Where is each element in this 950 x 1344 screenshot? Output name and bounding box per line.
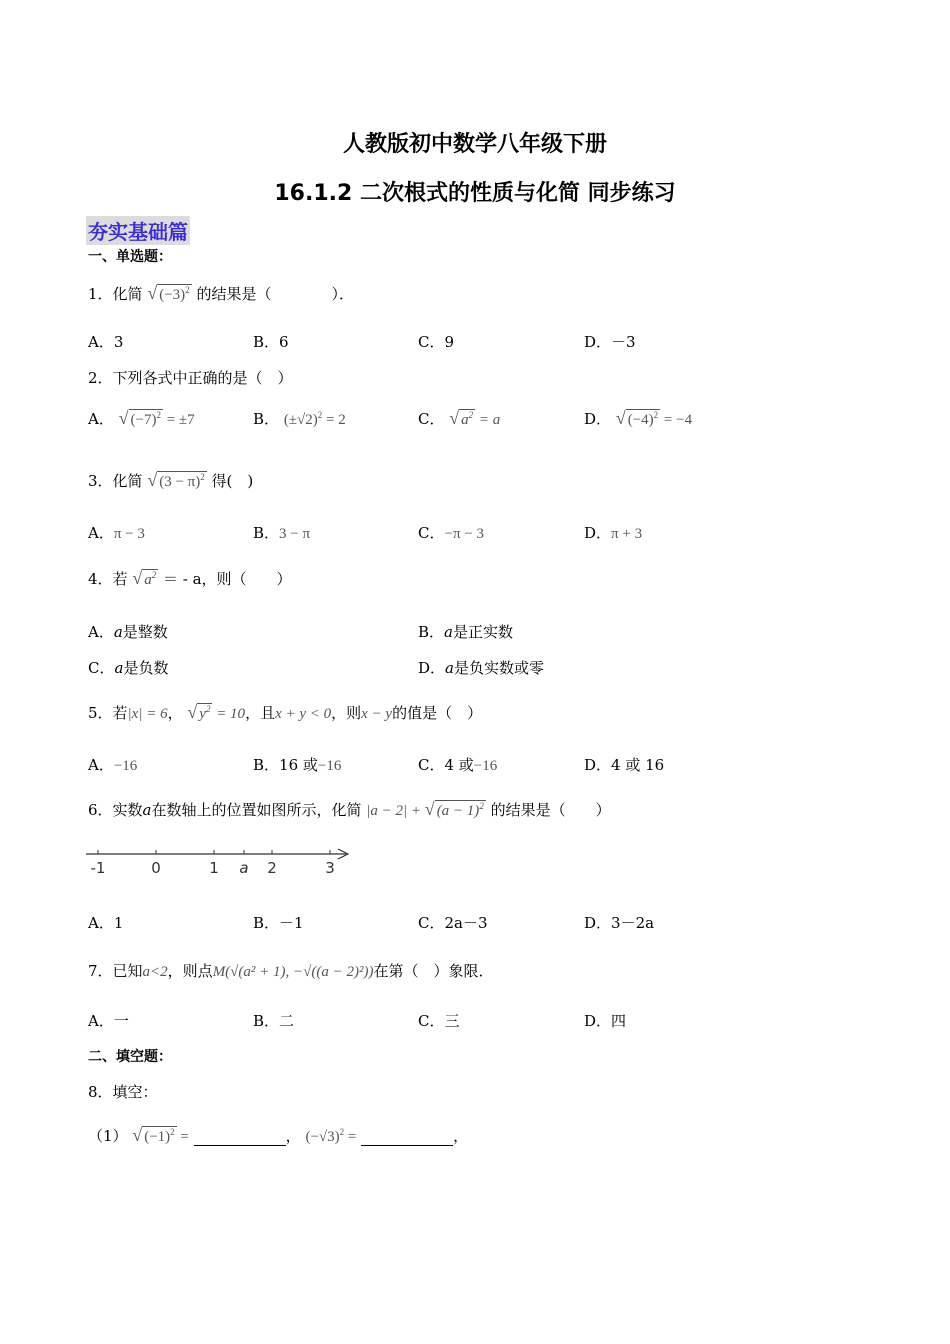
q5-option-c: C．4 或−16 — [418, 756, 498, 774]
answer-blank-1[interactable] — [194, 1131, 286, 1146]
question-3: 3．化简 √ $(3 - \pi)^2$ 得( ) — [88, 470, 254, 490]
axis-label-0: 0 — [151, 859, 161, 877]
question-1 — [88, 283, 354, 304]
q1-suffix: 的结果是（ ）． — [196, 285, 354, 303]
q1-expression: √ $(-3)^2$ — [147, 283, 190, 303]
q8-part-1: （1） √ $(-1)^2$ = ， $(-√3)^2$ = ， — [88, 1125, 469, 1145]
q6-option-d: D．3－2a — [584, 914, 655, 932]
question-4: 4．若 √ $a^2$ ＝ - a，则（ ） — [88, 568, 292, 588]
axis-label-3: 3 — [325, 859, 335, 877]
q2-option-b: B． $(\pm√2)^2 = 2$ — [253, 410, 346, 428]
q1-option-c: C．9 — [418, 333, 455, 351]
q7-option-a: A．一 — [88, 1012, 129, 1030]
q1-option-a: A．3 — [88, 333, 124, 351]
q5-option-a: A．−16 — [88, 756, 138, 774]
page-title: 人教版初中数学八年级下册 — [342, 132, 607, 157]
answer-blank-2[interactable] — [361, 1131, 453, 1146]
axis-label-a: a — [239, 859, 249, 877]
axis-label-2: 2 — [267, 859, 277, 877]
section-label: 夯实基础篇 — [86, 216, 190, 245]
question-5: 5．若|x| = 6， √ $y^2 = 10$，且x + y < 0，则x − y的值是（ ） — [88, 702, 483, 722]
q6-option-b: B．－1 — [253, 914, 304, 932]
q3-option-d: D．π + 3 — [584, 524, 643, 542]
q1-option-b: B．6 — [253, 333, 289, 351]
q2-option-d: D． √ $(-4)^2 = -4$ — [584, 408, 693, 428]
q4-option-c: C．a是负数 — [88, 659, 169, 677]
number-line — [84, 843, 354, 879]
page-subtitle: 16.1.2 二次根式的性质与化简 同步练习 — [274, 181, 676, 206]
q4-option-b: B．a是正实数 — [418, 623, 513, 641]
q7-option-d: D．四 — [584, 1012, 627, 1030]
q2-option-a: A． √ $(-7)^2 = \pm 7$ — [88, 408, 195, 428]
question-8: 8．填空： — [88, 1083, 158, 1101]
q3-option-c: C．−π − 3 — [418, 524, 484, 542]
q6-option-c: C．2a－3 — [418, 914, 488, 932]
q1-prefix: 1．化简 — [88, 285, 143, 303]
q7-option-b: B．二 — [253, 1012, 295, 1030]
q5-option-b: B．16 或−16 — [253, 756, 342, 774]
axis-label-1: 1 — [209, 859, 219, 877]
q7-option-c: C．三 — [418, 1012, 460, 1030]
part-heading-1: 一、单选题： — [88, 249, 172, 265]
q2-option-c: C． √ $a^2 = a$ — [418, 408, 501, 428]
q6-option-a: A．1 — [88, 914, 124, 932]
q4-option-d: D．a是负实数或零 — [418, 659, 544, 677]
q3-option-b: B．3 − π — [253, 524, 311, 542]
question-2: 2．下列各式中正确的是（ ） — [88, 369, 293, 387]
q4-option-a: A．a是整数 — [88, 623, 168, 641]
q1-option-d: D．－3 — [584, 333, 636, 351]
q5-option-d: D．4 或 16 — [584, 756, 665, 774]
question-6: 6．实数a在数轴上的位置如图所示，化简 |a − 2| + √ $(a - 1)^2$ 的结果是（ ） — [88, 799, 611, 819]
q3-option-a: A．π − 3 — [88, 524, 145, 542]
question-7: 7．已知a<2，则点M(√(a² + 1), −√((a − 2)²))在第（ ）象限． — [88, 962, 494, 980]
part-heading-2: 二、填空题： — [88, 1049, 172, 1065]
axis-label-neg1: -1 — [90, 859, 106, 877]
